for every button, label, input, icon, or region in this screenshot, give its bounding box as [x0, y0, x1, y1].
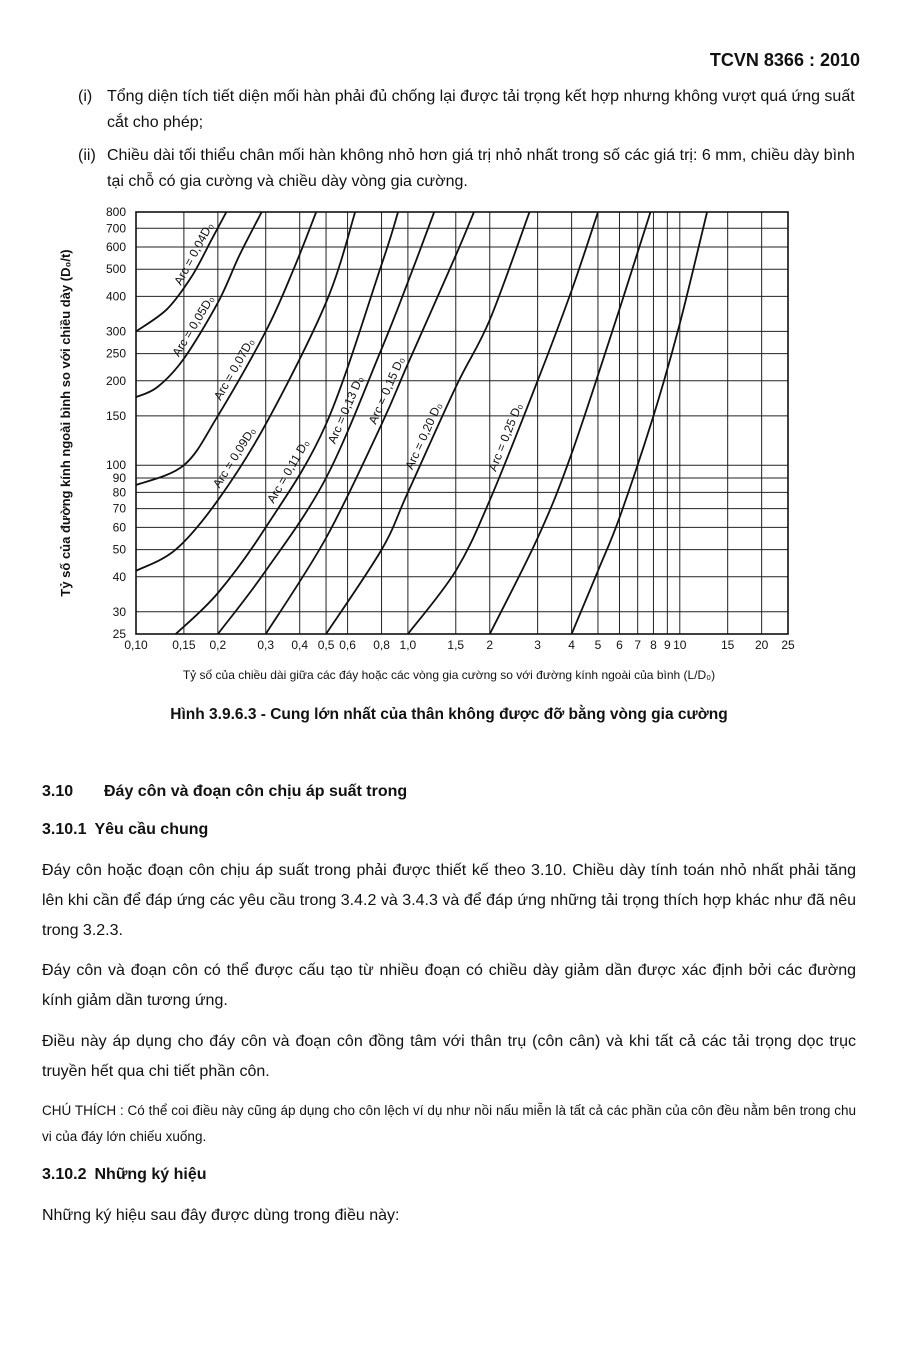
x-tick-label: 2 [486, 638, 494, 652]
y-tick-label: 200 [105, 373, 126, 388]
x-tick-label: 0,4 [291, 638, 309, 652]
x-tick-label: 6 [616, 638, 623, 652]
arc-chart [50, 196, 810, 658]
subsection-heading-1 [42, 821, 208, 839]
y-tick-label: 150 [105, 408, 126, 423]
x-tick-label: 0,5 [317, 638, 335, 652]
list-item-text: Chiều dài tối thiểu chân mối hàn không nhỏ hơn giá trị nhỏ nhất trong số các giá trị: 6 mm, chiều dày bình tại chỗ có gia cường và chiều dày vòng gia cường. [107, 147, 855, 190]
series-label: Arc = 0,11 D₀ [264, 437, 313, 506]
x-tick-label: 0,15 [172, 638, 196, 652]
y-tick-label: 100 [105, 458, 126, 473]
closing-paragraph: Những ký hiệu sau đây được dùng trong điều này: [42, 1207, 400, 1224]
subsection-title: Yêu cầu chung [94, 821, 209, 838]
x-tick-label: 8 [650, 638, 657, 652]
paragraph-2: Đáy côn và đoạn côn có thể được cấu tạo từ nhiều đoạn có chiều dày giảm dần được xác định bởi các đường kính giảm dần tương ứng. [42, 962, 856, 1009]
list-item-i [78, 84, 860, 136]
y-tick-label: 90 [112, 471, 126, 486]
list-item-ii [78, 143, 860, 195]
series-line [572, 212, 708, 634]
y-tick-label: 40 [112, 569, 126, 584]
y-tick-label: 25 [112, 627, 126, 641]
x-tick-label: 0,10 [124, 638, 148, 652]
list-item-label: (i) [78, 88, 93, 105]
x-tick-label: 15 [720, 638, 735, 652]
y-tick-label: 400 [105, 289, 126, 304]
figure-caption: Hình 3.9.6.3 - Cung lớn nhất của thân không được đỡ bằng vòng gia cường [170, 706, 728, 723]
series-line [136, 212, 316, 485]
x-tick-label: 7 [634, 638, 642, 652]
y-axis-label: Tỷ số của đường kính ngoài bình so với chiều dày (D₀/t) [58, 249, 73, 597]
y-tick-label: 80 [112, 485, 126, 500]
series-label: Arc = 0,13 D₀ [324, 374, 367, 446]
y-tick-label: 300 [105, 324, 126, 339]
y-tick-label: 500 [105, 262, 126, 277]
paragraph-3: Điều này áp dụng cho đáy côn và đoạn côn đồng tâm với thân trụ (côn cân) và khi tất cả các tải trọng dọc trục truyền hết qua chi tiết phần côn. [42, 1033, 856, 1080]
section-heading [42, 783, 407, 801]
x-tick-label: 4 [568, 638, 575, 652]
x-tick-label: 0,8 [373, 638, 390, 652]
series-line [176, 212, 398, 634]
y-tick-label: 700 [105, 221, 126, 236]
x-tick-label: 9 [664, 638, 671, 652]
y-tick-label: 250 [105, 346, 126, 361]
plot-frame [136, 212, 788, 634]
x-tick-label: 10 [673, 638, 687, 652]
y-tick-label: 70 [112, 501, 126, 516]
subsection-heading-2 [42, 1166, 207, 1184]
standard-number: TCVN 8366 : 2010 [709, 50, 860, 70]
section-number: 3.10 [42, 783, 74, 800]
series-label: Arc = 0,15 D₀ [365, 354, 408, 427]
x-tick-label: 1,0 [399, 638, 417, 652]
x-tick-label: 0,3 [257, 638, 275, 652]
series-label: Arc = 0,09D₀ [209, 424, 259, 491]
list-item-text: Tổng diện tích tiết diện mối hàn phải đủ chống lại được tải trọng kết hợp nhưng không vượt quá ứng suất cắt cho phép; [107, 88, 855, 131]
series-label: Arc = 0,07D₀ [210, 335, 258, 403]
list-item-label: (ii) [78, 147, 96, 164]
x-tick-label: 25 [781, 638, 795, 652]
x-tick-label: 5 [594, 638, 602, 652]
section-title: Đáy côn và đoạn côn chịu áp suất trong [104, 783, 408, 800]
x-tick-label: 0,6 [339, 638, 356, 652]
chart-xlabel: Tỷ số của chiều dài giữa các đáy hoặc các vòng gia cường so với đường kính ngoài của bình (L/D₀) [182, 668, 716, 682]
series-label: Arc = 0,25 D₀ [485, 401, 526, 474]
series-label: Arc = 0,20 D₀ [402, 400, 445, 472]
y-tick-label: 600 [105, 240, 126, 255]
y-tick-label: 60 [112, 520, 126, 535]
x-tick-label: 0,2 [209, 638, 227, 652]
subsection-number: 3.10.1 [42, 821, 87, 838]
subsection-number: 3.10.2 [42, 1166, 87, 1183]
x-tick-label: 20 [754, 638, 769, 652]
note: CHÚ THÍCH : Có thể coi điều này cũng áp dụng cho côn lệch ví dụ như nồi nấu miễn là tất cả các phần của côn đều nằm bên trong chu vi của đáy lớn chiếu xuống. [42, 1103, 856, 1144]
x-tick-label: 1,5 [447, 638, 465, 652]
series-label: Arc = 0,04D₀ [171, 220, 217, 288]
series-line [136, 212, 355, 571]
y-tick-label: 800 [105, 205, 126, 219]
series-label: Arc = 0,05D₀ [169, 292, 218, 359]
x-tick-label: 3 [534, 638, 541, 652]
subsection-title: Những ký hiệu [94, 1166, 207, 1183]
y-tick-label: 50 [112, 542, 126, 557]
y-tick-label: 30 [112, 604, 126, 619]
paragraph-1: Đáy côn hoặc đoạn côn chịu áp suất trong phải được thiết kế theo 3.10. Chiều dày tính toán nhỏ nhất phải tăng lên khi cần để đáp ứng các yêu cầu trong 3.4.2 và 3.4.3 và để đáp ứng những tải trọng thích hợp khác như đã nêu trong 3.2.3. [42, 862, 856, 939]
